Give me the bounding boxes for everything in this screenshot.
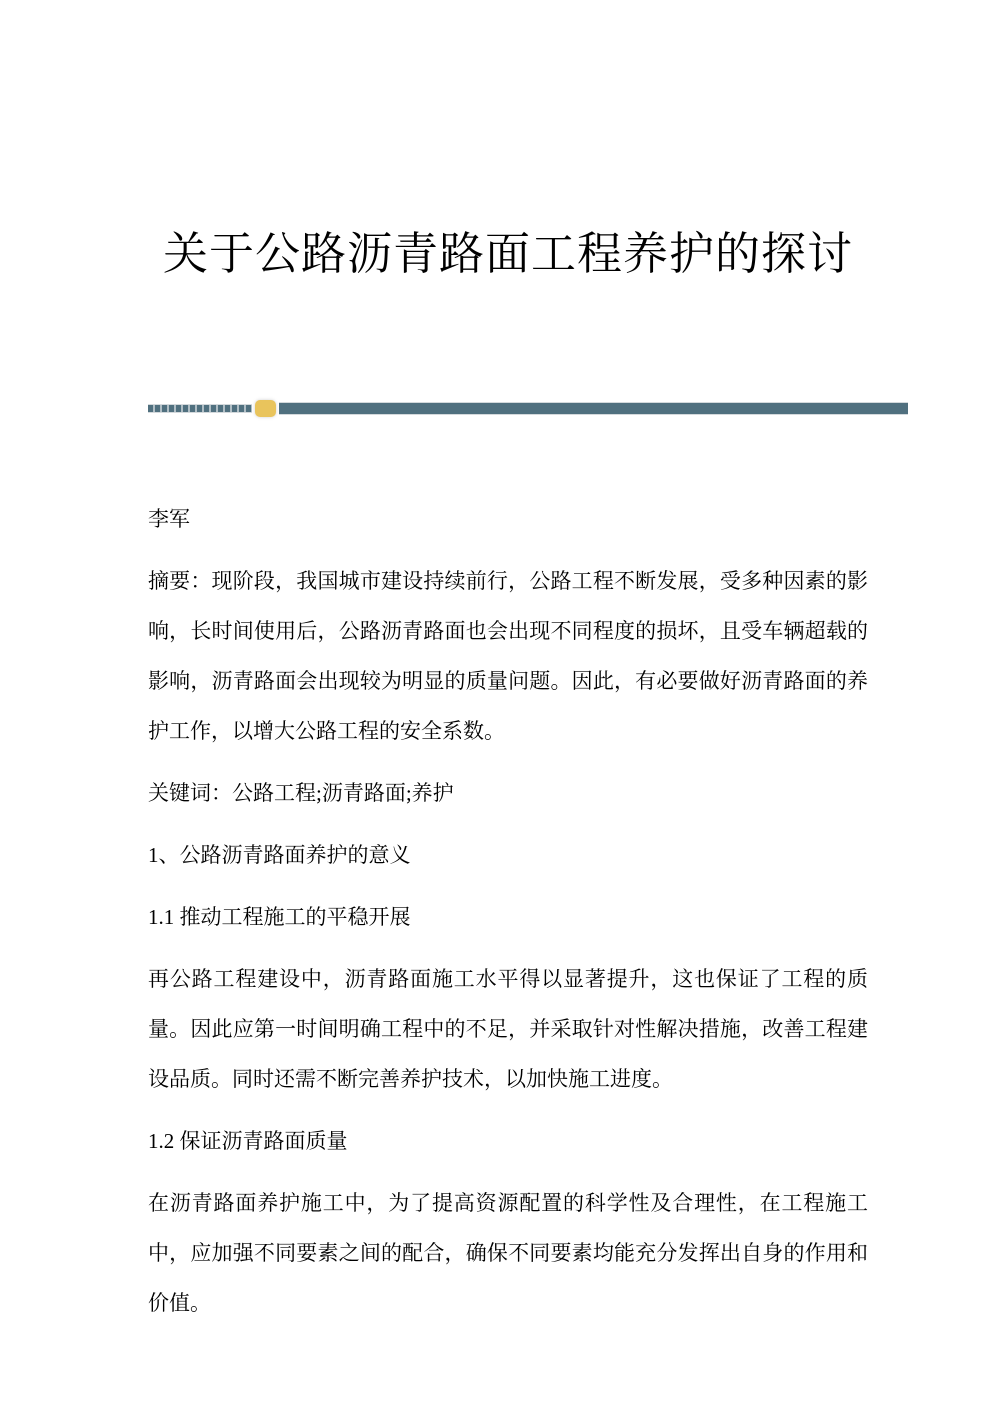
section-1-2-paragraph: 在沥青路面养护施工中，为了提高资源配置的科学性及合理性，在工程施工中，应加强不同要素之间的配合，确保不同要素均能充分发挥出自身的作用和价值。	[148, 1191, 868, 1315]
title-divider	[148, 398, 908, 418]
divider-dashed-segment	[148, 404, 252, 413]
keywords-line: 关键词：公路工程;沥青路面;养护	[148, 781, 454, 805]
section-1-2-heading: 1.2 保证沥青路面质量	[148, 1129, 348, 1153]
abstract-paragraph: 摘要：现阶段，我国城市建设持续前行，公路工程不断发展，受多种因素的影响，长时间使用后，公路沥青路面也会出现不同程度的损坏，且受车辆超载的影响，沥青路面会出现较为明显的质量问题。因此，有必要做好沥青路面的养护工作，以增大公路工程的安全系数。	[148, 569, 868, 743]
section-1-1-heading: 1.1 推动工程施工的平稳开展	[148, 905, 411, 929]
section-1-heading: 1、公路沥青路面养护的意义	[148, 843, 411, 867]
author-line: 李军	[148, 507, 190, 531]
article-body	[148, 494, 868, 1328]
content-column	[148, 0, 868, 1328]
divider-accent-dot	[255, 400, 276, 417]
section-1-1-paragraph: 再公路工程建设中，沥青路面施工水平得以显著提升，这也保证了工程的质量。因此应第一时间明确工程中的不足，并采取针对性解决措施，改善工程建设品质。同时还需不断完善养护技术，以加快施工进度。	[148, 967, 868, 1091]
divider-bar	[279, 402, 908, 415]
document-title: 关于公路沥青路面工程养护的探讨	[162, 229, 853, 279]
